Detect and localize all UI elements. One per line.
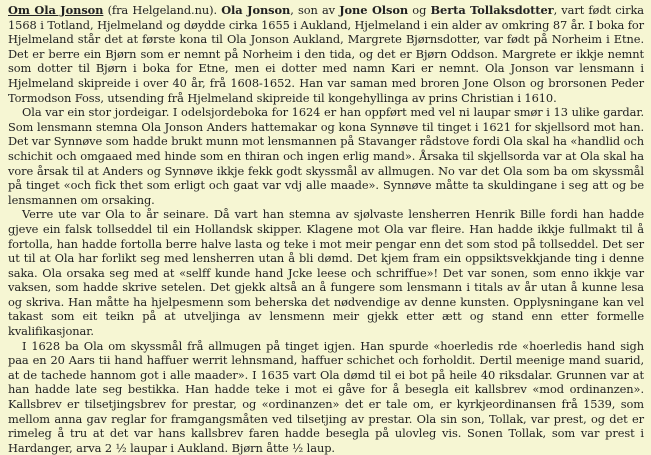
paragraph-1-text: , vart født cirka 1568 i Totland, Hjelmeland og døydde cirka 1655 i Aukland, Hjelmeland i ein alder av omkring 87 år. I boka for Hjelmeland står det at første kona til Ola Jonson Aukland, Margrete Bjørnsdotter, var født på Norheim i Etne. Det er berre ein Bjørn som er nemnt på Norheim i den tida, og det er Bjørn Oddson. Margrete er ikkje nemnt som dotter til Bjørn i boka for Etne, men ei dotter med namn Kari er nemnt. Ola Jonson var lensmann i Hjelmeland skipreide i over 40 år, frå 1608-1652. Han var saman med broren Jone Olson og brorsonen Peder Tormodson Foss, utsending frå Hjelmeland skipreide til kongehyllinga av prins Christian i 1610. <box>8 3 645 105</box>
subject-name: Ola Jonson <box>221 3 291 17</box>
paragraph-2: Ola var ein stor jordeigar. I odelsjordeboka for 1624 er han oppført med vel ni laupar smør i 13 ulike gardar. Som lensmann stemna Ola Jonson Anders hattemakar og kona Synnøve til tinget i 1621 for skjellsord mot han. Det var Synnøve som hadde brukt munn mot lensmannen på Stavanger rådstove fordi Ola skal ha «handlid och schichit och omgaaed med hinde som en thiran och ingen erlig mand». Årsaka til skjellsorda var at Ola skal ha vore årsak til at Anders og Synnøve ikkje fekk godt skyssmål av allmugen. No var det Ola som ba om skyssmål på tinget «och fick thet som erligt och gaat var vdj alle maade». Synnøve måtte ta skuldingane i seg att og be lensmannen om orsaking. <box>8 105 644 207</box>
paragraph-3: Verre ute var Ola to år seinare. Då vart han stemna av sjølvaste lensherren Henrik Bille fordi han hadde gjeve ein falsk tollseddel til ein Hollandsk skipper. Klagene mot Ola var fleire. Han hadde ikkje fullmakt til å fortolla, han hadde fortolla berre halve lasta og teke i mot meir pengar enn det som stod på tollseddel. Det ser ut til at Ola har forlikt seg med lensherren utan å bli dømd. Det kjem fram ein oppsiktsvekkjande ting i denne saka. Ola orsaka seg med at «selff kunde hand Jcke leese och schriffue»! Det var sonen, som enno ikkje var vaksen, som hadde skrive setelen. Det gjekk altså an å fungere som lensmann i titals av år utan å kunne lesa og skriva. Han måtte ha hjelpesmenn som beherska det nødvendige av denne kunsten. Opplysningane kan vel takast som eit teikn på at utveljinga av lensmenn meir gjekk etter ætt og stand enn etter formelle kvalifikasjonar. <box>8 207 644 339</box>
father-name: Jone Olson <box>339 3 409 17</box>
article-heading-link[interactable]: Om Ola Jonson <box>8 3 104 17</box>
mother-name: Berta Tollaksdotter <box>430 3 554 17</box>
paragraph-4: I 1628 ba Ola om skyssmål frå allmugen på tinget igjen. Han spurde «hoerledis rde «hoerledis hand sigh paa en 20 Aars tii hand haffuer werrit lehnsmand, haffuer schichet och forholdit. Dertil meenige mand suarid, at de tachede hannom got i alle maader». I 1635 vart Ola dømd til ei bot på heile 40 riksdalar. Grunnen var at han hadde late seg bestikka. Han hadde teke i mot ei gåve for å besegla eit kallsbrev «mod ordinanzen». Kallsbrev er tilsetjingsbrev for prestar, og «ordinanzen» det er tale om, er kyrkjeordinansen frå 1539, som mellom anna gav reglar for framgangsmåten ved tilsetjing av prestar. Ola sin son, Tollak, var prest, og det er rimeleg å tru at det var hans kallsbrev faren hadde besegla på ulovleg vis. Sonen Tollak, som var prest i Hardanger, arva 2 ½ laupar i Aukland. Bjørn åtte ½ laup. <box>8 338 644 455</box>
paragraph-intro <box>8 3 644 105</box>
intro-and: og <box>408 3 431 17</box>
heading-source: (fra Helgeland.nu). <box>103 3 222 17</box>
intro-text: , son av <box>290 3 340 17</box>
